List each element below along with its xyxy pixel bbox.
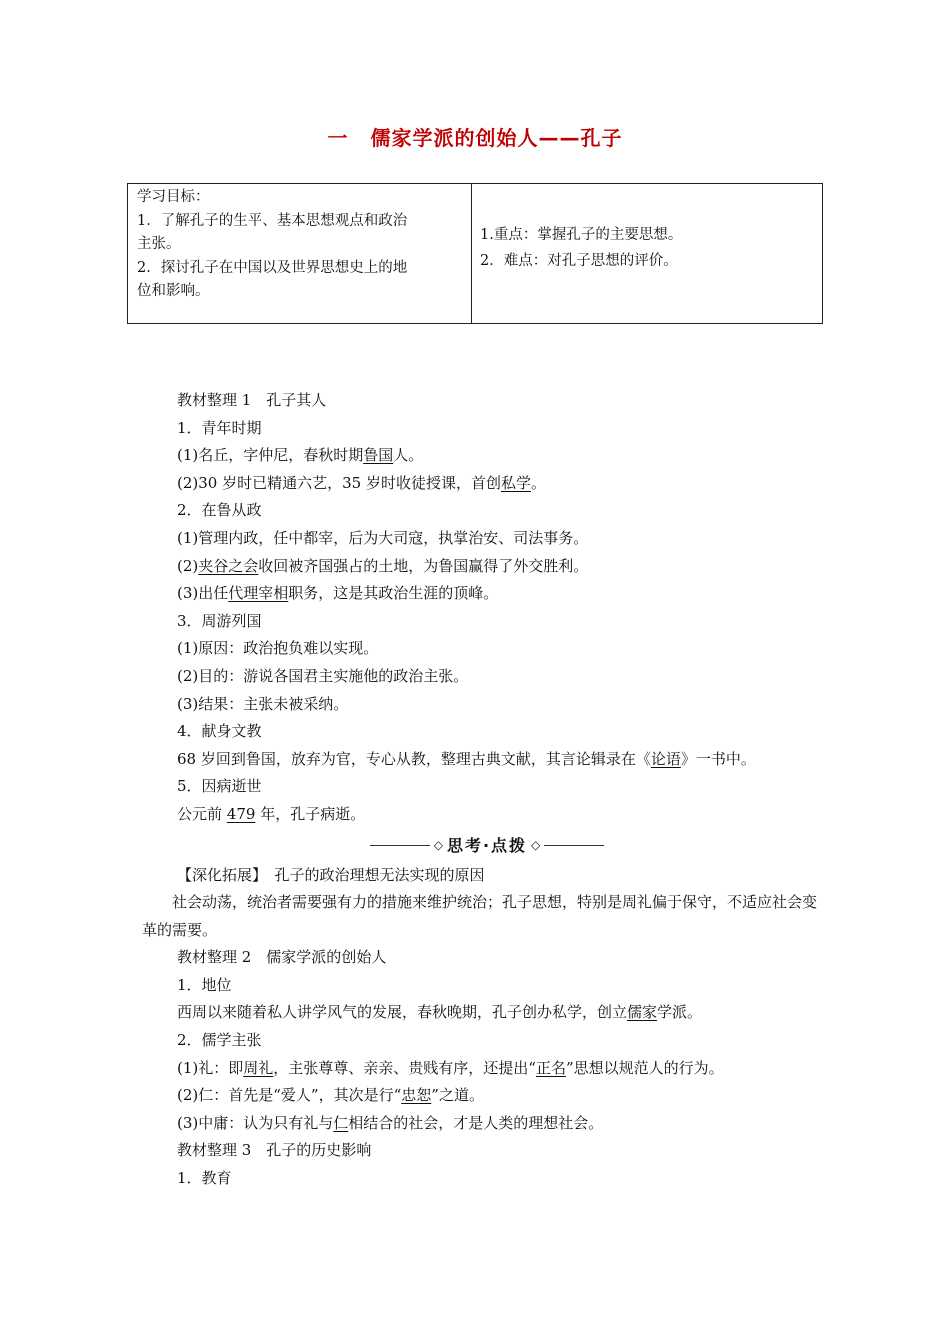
goals-left-cell bbox=[128, 184, 472, 323]
item-line: (1)礼：即周礼，主张尊尊、亲亲、贵贱有序，还提出“正名”思想以规范人的行为。 bbox=[177, 1058, 724, 1077]
diamond-icon: ◇ bbox=[433, 837, 443, 852]
main-content bbox=[142, 387, 827, 1193]
underlined-answer: 儒家 bbox=[627, 1003, 658, 1022]
underlined-answer: 忠恕 bbox=[401, 1086, 432, 1105]
underlined-answer: 论语 bbox=[650, 749, 681, 768]
divider-rule-left bbox=[370, 845, 430, 846]
item-line: 68 岁回到鲁国，放弃为官，专心从教，整理古典文献，其言论辑录在《论语》一书中。 bbox=[177, 749, 756, 768]
goal-line: 2．探讨孔子在中国以及世界思想史上的地 bbox=[137, 259, 408, 276]
diamond-icon: ◇ bbox=[531, 837, 541, 852]
underlined-answer: 夹谷之会 bbox=[198, 556, 259, 575]
section-heading: 教材整理 2 儒家学派的创始人 bbox=[177, 948, 387, 967]
underlined-answer: 代理宰相 bbox=[228, 584, 289, 603]
section-heading: 教材整理 1 孔子其人 bbox=[177, 391, 327, 409]
item-title: 2．儒学主张 bbox=[177, 1031, 262, 1050]
key-point: 1.重点：掌握孔子的主要思想。 bbox=[480, 227, 683, 243]
item-line: (1)名丘，字仲尼，春秋时期鲁国人。 bbox=[177, 446, 424, 465]
item-title: 4．献身文教 bbox=[177, 722, 262, 741]
goals-right-cell bbox=[472, 184, 822, 323]
item-title: 2．在鲁从政 bbox=[177, 501, 262, 520]
underlined-answer: 正名 bbox=[535, 1058, 566, 1077]
item-line: 西周以来随着私人讲学风气的发展，春秋晚期，孔子创办私学，创立儒家学派。 bbox=[177, 1003, 703, 1022]
underlined-answer: 鲁国 bbox=[363, 446, 394, 465]
item-line: (3)结果：主张未被采纳。 bbox=[177, 694, 349, 713]
divider-label: 思考·点拨 bbox=[446, 835, 528, 855]
think-divider bbox=[147, 831, 827, 861]
goals-heading: 学习目标： bbox=[137, 189, 210, 205]
item-line: (2)仁：首先是“爱人”，其次是行“忠恕”之道。 bbox=[177, 1086, 484, 1105]
underlined-answer: 仁 bbox=[333, 1113, 349, 1132]
item-title: 1．地位 bbox=[177, 975, 232, 994]
item-title: 1．青年时期 bbox=[177, 418, 262, 437]
learning-goals-table bbox=[127, 183, 823, 324]
difficult-point: 2．难点：对孔子思想的评价。 bbox=[480, 253, 678, 269]
item-line: (2)目的：游说各国君主实施他的政治主张。 bbox=[177, 666, 469, 685]
goal-line: 位和影响。 bbox=[137, 283, 210, 299]
title-text: 儒家学派的创始人——孔子 bbox=[370, 126, 623, 150]
extension-question: 孔子的政治理想无法实现的原因 bbox=[274, 865, 485, 884]
underlined-answer: 479 bbox=[226, 804, 256, 823]
divider-rule-right bbox=[544, 845, 604, 846]
extension-tag: 【深化拓展】 bbox=[177, 865, 260, 884]
section-heading: 教材整理 3 孔子的历史影响 bbox=[177, 1141, 372, 1160]
title-number: 一 bbox=[327, 126, 349, 150]
item-line: (2)30 岁时已精通六艺，35 岁时收徒授课，首创私学。 bbox=[177, 473, 546, 492]
item-title: 5．因病逝世 bbox=[177, 777, 262, 796]
item-line: (3)中庸：认为只有礼与仁相结合的社会，才是人类的理想社会。 bbox=[177, 1113, 604, 1132]
underlined-answer: 周礼 bbox=[243, 1058, 274, 1077]
goal-line: 主张。 bbox=[137, 236, 181, 252]
underlined-answer: 私学 bbox=[500, 473, 531, 492]
item-line: (1)原因：政治抱负难以实现。 bbox=[177, 639, 379, 658]
goal-line: 1．了解孔子的生平、基本思想观点和政治 bbox=[137, 212, 408, 229]
item-title: 3．周游列国 bbox=[177, 611, 262, 630]
page-title bbox=[0, 122, 950, 151]
item-title: 1．教育 bbox=[177, 1169, 232, 1188]
item-line: (3)出任代理宰相职务，这是其政治生涯的顶峰。 bbox=[177, 584, 499, 603]
item-line: (2)夹谷之会收回被齐国强占的土地，为鲁国赢得了外交胜利。 bbox=[177, 556, 589, 575]
extension-heading bbox=[147, 862, 827, 890]
item-line: 公元前 479 年，孔子病逝。 bbox=[177, 804, 366, 823]
extension-answer: 社会动荡，统治者需要强有力的措施来维护统治；孔子思想，特别是周礼偏于保守，不适应社会变革的需要。 bbox=[142, 893, 818, 939]
item-line: (1)管理内政，任中都宰，后为大司寇，执掌治安、司法事务。 bbox=[177, 528, 589, 547]
